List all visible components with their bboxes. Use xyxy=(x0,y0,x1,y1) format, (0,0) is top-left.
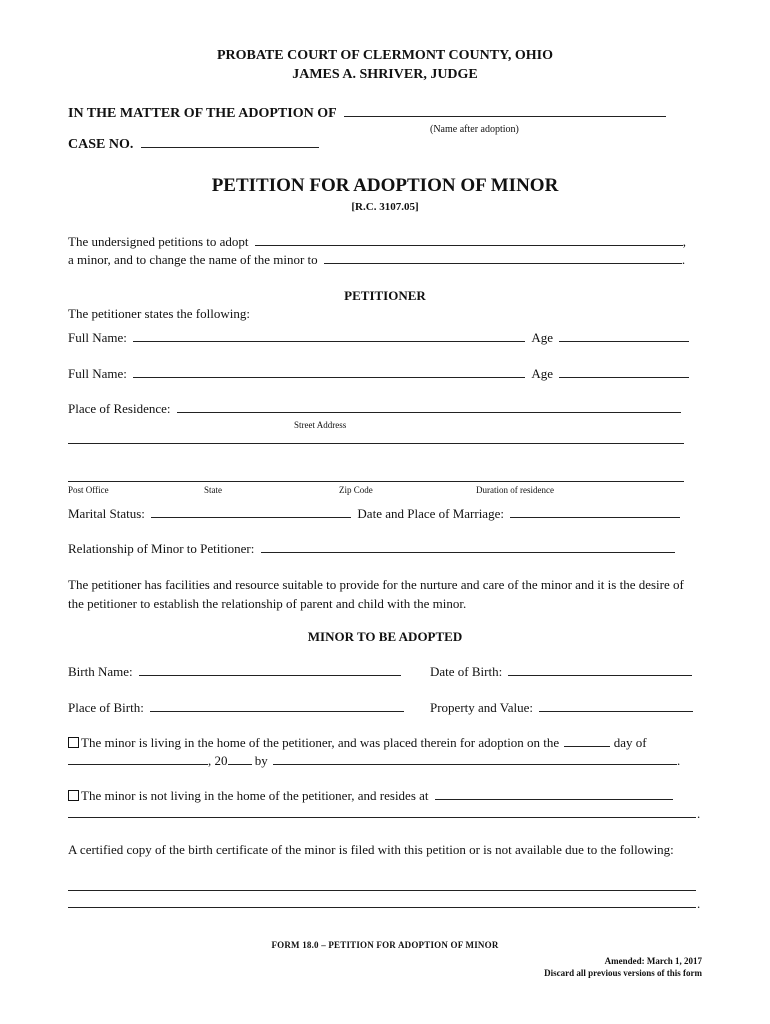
petitioner-2-row xyxy=(68,366,689,382)
placed-by-field[interactable] xyxy=(273,753,677,765)
marital-status-label: Marital Status: xyxy=(68,506,145,521)
statute-reference: [R.C. 3107.05] xyxy=(351,201,419,213)
name-after-adoption-caption: (Name after adoption) xyxy=(430,124,519,135)
discard-notice: Discard all previous versions of this form xyxy=(544,968,702,978)
pob-row xyxy=(68,700,404,716)
resides-at-line-2-field[interactable] xyxy=(68,817,696,818)
intro-line-1: The undersigned petitions to adopt , xyxy=(68,234,687,249)
case-number-row xyxy=(68,136,319,153)
not-living-in-home-checkbox[interactable] xyxy=(68,790,79,801)
court-name: PROBATE COURT OF CLERMONT COUNTY, OHIO xyxy=(216,48,554,63)
petitioner-1-row xyxy=(68,330,689,346)
petitioner-2-age-field[interactable] xyxy=(559,366,689,378)
relationship-label: Relationship of Minor to Petitioner: xyxy=(68,541,255,556)
street-address-field[interactable] xyxy=(177,401,681,413)
birth-name-field[interactable] xyxy=(139,664,401,676)
living-text-a: The minor is living in the home of the petitioner, and was placed therein for adoption on the xyxy=(81,735,560,750)
address-line-3-field[interactable] xyxy=(68,481,684,482)
pob-label: Place of Birth: xyxy=(68,700,144,715)
marriage-label: Date and Place of Marriage: xyxy=(357,506,504,521)
full-name-label: Full Name: xyxy=(68,366,127,381)
duration-caption: Duration of residence xyxy=(476,485,554,495)
relationship-field[interactable] xyxy=(261,541,675,553)
form-title: PETITION FOR ADOPTION OF MINOR xyxy=(211,175,559,196)
living-in-home-checkbox[interactable] xyxy=(68,737,79,748)
placement-month-field[interactable] xyxy=(68,753,208,765)
adoption-of-label: IN THE MATTER OF THE ADOPTION OF xyxy=(68,106,337,121)
state-caption: State xyxy=(204,485,222,495)
residence-label: Place of Residence: xyxy=(68,401,171,416)
street-address-caption: Street Address xyxy=(294,420,347,430)
petitioner-1-name-field[interactable] xyxy=(133,330,525,342)
case-number-field[interactable] xyxy=(141,136,319,148)
full-name-label: Full Name: xyxy=(68,330,127,345)
property-row xyxy=(430,700,693,716)
case-number-label: CASE NO. xyxy=(68,137,134,152)
living-row-1 xyxy=(68,735,647,751)
resides-at-field[interactable] xyxy=(435,788,673,800)
birth-name-label: Birth Name: xyxy=(68,664,133,679)
dob-row xyxy=(430,664,692,680)
birth-name-row xyxy=(68,664,401,680)
living-row-2: , 20 by . xyxy=(68,753,680,769)
property-label: Property and Value: xyxy=(430,700,534,715)
birth-certificate-statement: A certified copy of the birth certificate of the minor is filed with this petition or is not available due to the following: xyxy=(68,842,674,857)
living-text-c: , 20 xyxy=(208,753,228,768)
amended-date: Amended: March 1, 2017 xyxy=(604,956,702,966)
residence-row xyxy=(68,401,681,417)
judge-name: JAMES A. SHRIVER, JUDGE xyxy=(292,67,478,82)
form-page: PROBATE COURT OF CLERMONT COUNTY, OHIO JAMES A. SHRIVER, JUDGE IN THE MATTER OF THE ADOPTION OF (Name after adoption) CASE NO. PETITION FOR ADOPTION OF MINOR [R.C. 3107.05] The undersigned petitions to adopt , a minor, and to change the name of the minor to . PETITIONER The petitioner states the following: Full Name: Age Full Name: Age Place of Residence: Street Address Post Office State Zip Code Duration of residence Marital Status: Date and Place of Marriage: Relationship of Minor to Petitioner: The petitioner has facilities and resource suitable to provide for the nurture and care of the minor and it is the desire of the petitioner to establish the relationship of parent and child with the minor. MINOR TO BE ADOPTED Birth Name: Date of Birth: Place of Birth: Property and Value: The minor is living in the home of the petitioner, and was placed therein for adoption on the day of , 20 by . The minor is not living in the home of the petitioner, and resides at . A certified copy of the birth certificate of the minor is filed with this petition or is not available due to the following: . FORM 18.0 – PETITION FOR ADOPTION OF MINOR Amended: March 1, 2017 Discard all previous versions of this form xyxy=(0,0,770,1024)
adoption-of-row xyxy=(68,105,666,122)
post-office-caption: Post Office xyxy=(68,485,109,495)
pob-field[interactable] xyxy=(150,700,404,712)
dob-field[interactable] xyxy=(508,664,692,676)
change-name-label: a minor, and to change the name of the minor to xyxy=(68,252,318,267)
living-text-b: day of xyxy=(613,735,647,750)
marital-row xyxy=(68,506,680,522)
petitioner-heading: PETITIONER xyxy=(344,288,426,303)
not-living-text: The minor is not living in the home of the petitioner, and resides at xyxy=(81,788,429,803)
property-field[interactable] xyxy=(539,700,693,712)
not-living-row xyxy=(68,788,673,804)
address-line-2-field[interactable] xyxy=(68,443,684,444)
petitioner-2-name-field[interactable] xyxy=(133,366,525,378)
marital-status-field[interactable] xyxy=(151,506,351,518)
new-name-field[interactable] xyxy=(324,252,682,264)
petitioner-states-text: The petitioner states the following: xyxy=(68,306,250,321)
minor-heading: MINOR TO BE ADOPTED xyxy=(307,629,463,644)
intro-line-2: a minor, and to change the name of the minor to . xyxy=(68,252,686,267)
relationship-row xyxy=(68,541,675,557)
zip-code-caption: Zip Code xyxy=(339,485,373,495)
adoptee-name-field[interactable] xyxy=(255,234,683,246)
marriage-field[interactable] xyxy=(510,506,680,518)
dob-label: Date of Birth: xyxy=(430,664,503,679)
placement-day-field[interactable] xyxy=(564,735,610,747)
age-label: Age xyxy=(531,366,554,381)
adopt-label: The undersigned petitions to adopt xyxy=(68,234,249,249)
facilities-statement: The petitioner has facilities and resource suitable to provide for the nurture and care of the minor and it is the desire of the petitioner to establish the relationship of parent and child with the minor. xyxy=(68,577,684,611)
petitioner-1-age-field[interactable] xyxy=(559,330,689,342)
adoption-name-field[interactable] xyxy=(344,105,666,117)
reason-line-2-field[interactable] xyxy=(68,907,696,908)
placement-year-field[interactable] xyxy=(228,753,252,765)
living-text-d: by xyxy=(254,753,268,768)
reason-line-1-field[interactable] xyxy=(68,890,696,891)
age-label: Age xyxy=(531,330,554,345)
form-number: FORM 18.0 – PETITION FOR ADOPTION OF MINOR xyxy=(271,940,499,950)
